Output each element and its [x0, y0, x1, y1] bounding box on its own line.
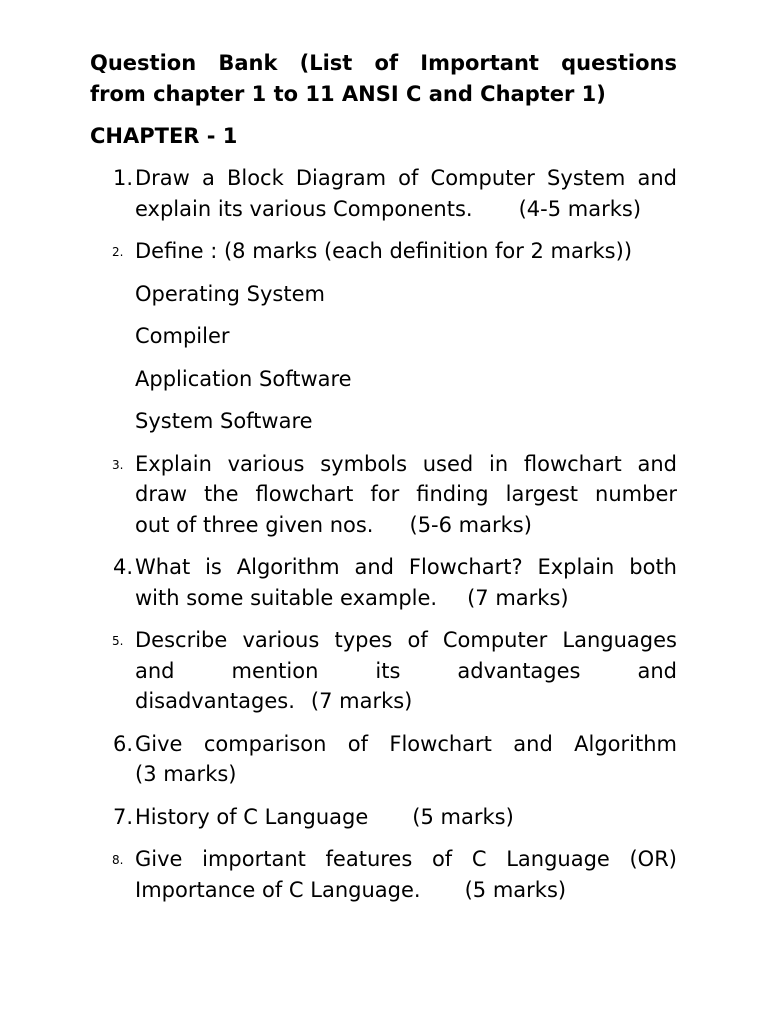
- question-text-line: Explain various symbols used in flowchart and: [135, 451, 677, 476]
- question-text-line: What is Algorithm and Flowchart? Explain both: [135, 555, 677, 579]
- question-text-line: [135, 686, 677, 717]
- question-marks: (7 marks): [310, 689, 413, 713]
- question-text-line: [135, 875, 677, 906]
- question-text-line: draw the flowchart for finding largest number: [135, 482, 677, 506]
- question-number: 2.: [112, 245, 124, 259]
- question-item-2: [90, 236, 677, 267]
- question-number: 7.: [113, 804, 134, 829]
- definition-term: System Software: [135, 409, 313, 433]
- question-marks: (5 marks): [412, 804, 514, 829]
- definition-term: Application Software: [135, 366, 352, 391]
- question-list: [90, 163, 677, 905]
- question-text: History of C Language: [135, 804, 369, 829]
- chapter-heading: CHAPTER - 1: [90, 124, 238, 148]
- question-item-6: [90, 729, 677, 790]
- question-marks: (7 marks): [467, 585, 569, 610]
- definition-term: Compiler: [135, 324, 230, 348]
- question-text-line: Define : (8 marks (each definition for 2 marks)): [135, 239, 633, 263]
- question-item-7: [90, 802, 677, 833]
- question-marks: (5 marks): [464, 877, 567, 902]
- question-marks: (3 marks): [135, 762, 237, 786]
- question-item-1: [90, 163, 677, 224]
- question-number: 4.: [113, 555, 134, 579]
- question-item-4: [90, 552, 677, 613]
- question-number: 1.: [113, 166, 134, 190]
- question-text: Importance of C Language.: [135, 877, 421, 902]
- question-text: explain its various Components.: [135, 196, 473, 221]
- question-text-line: [135, 194, 677, 225]
- definition-term: Operating System: [135, 281, 325, 306]
- question-text-line: [135, 802, 677, 833]
- question-number: 6.: [113, 731, 134, 756]
- question-text-line: Draw a Block Diagram of Computer System and: [135, 166, 677, 190]
- question-text-line: and mention its advantages and: [135, 658, 677, 683]
- question-marks: (5-6 marks): [409, 512, 532, 537]
- page-title: [90, 48, 677, 110]
- question-text-line: [135, 583, 677, 614]
- title-line-1: Question Bank (List of Important questions: [90, 51, 677, 75]
- question-text: with some suitable example.: [135, 585, 438, 610]
- question-text: disadvantages.: [135, 689, 295, 713]
- question-text-line: Give important features of C Language (OR): [135, 847, 677, 871]
- question-number: 8.: [112, 853, 124, 867]
- question-item-3: [90, 449, 677, 541]
- question-item-8: [90, 844, 677, 905]
- question-number: 3.: [112, 457, 124, 472]
- question-item-5: [90, 625, 677, 717]
- question-marks: (4-5 marks): [518, 196, 642, 221]
- question-text-line: Describe various types of Computer Languages: [135, 628, 677, 652]
- question-text-line: Give comparison of Flowchart and Algorithm: [135, 731, 677, 756]
- document-page: [90, 48, 677, 917]
- question-text: out of three given nos.: [135, 512, 374, 537]
- question-number: 5.: [112, 634, 124, 648]
- question-text-line: [135, 510, 677, 541]
- title-line-2: from chapter 1 to 11 ANSI C and Chapter 1): [90, 82, 606, 106]
